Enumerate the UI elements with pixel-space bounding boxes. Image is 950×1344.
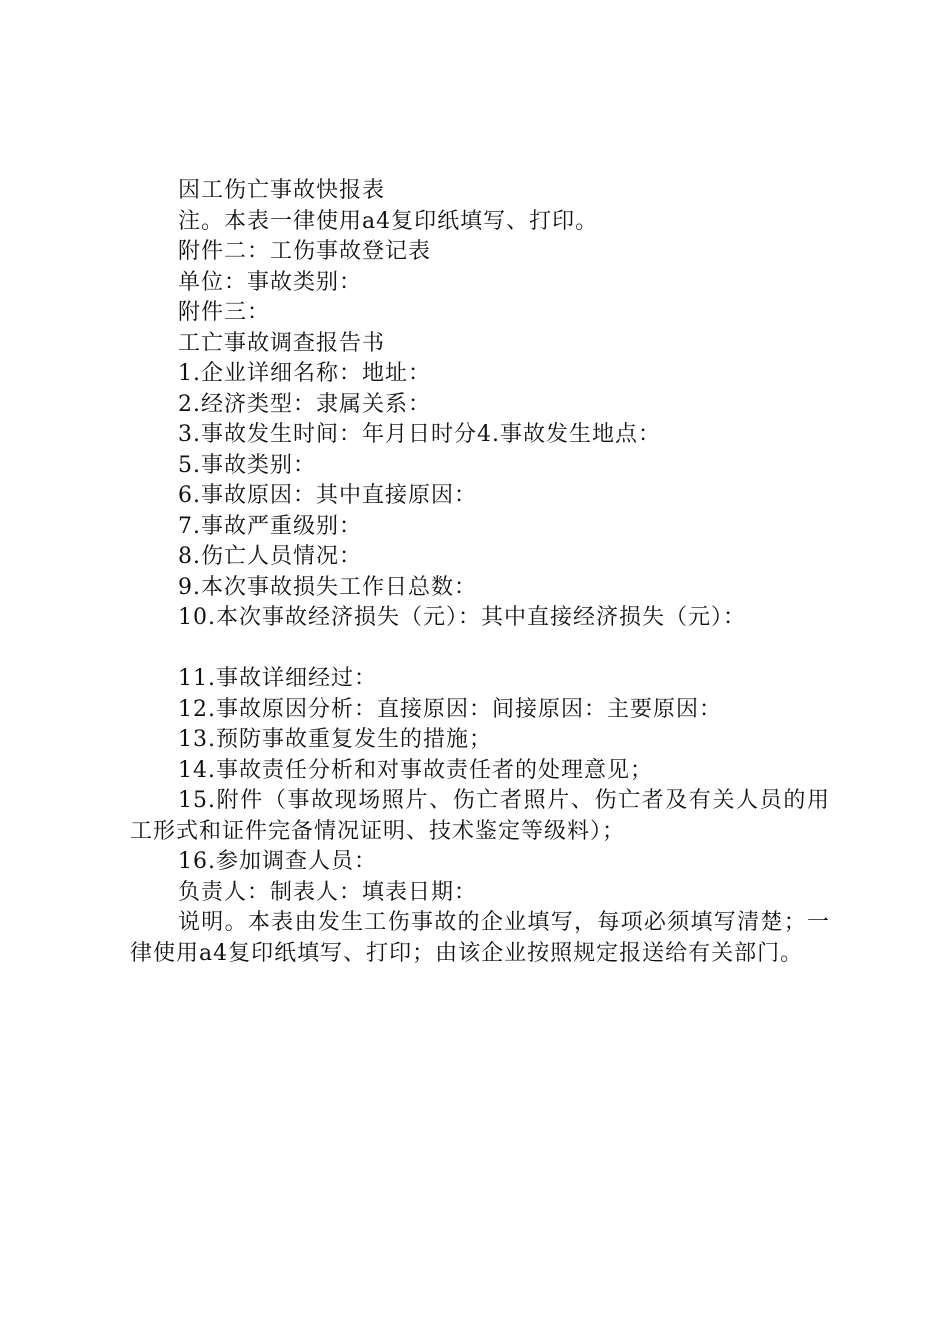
signature-line: 负责人：制表人：填表日期： bbox=[178, 879, 478, 905]
unit-and-category-line: 单位：事故类别： bbox=[178, 269, 363, 295]
item-9-lost-workdays: 9.本次事故损失工作日总数： bbox=[178, 574, 477, 600]
investigation-report-title: 工亡事故调查报告书 bbox=[178, 330, 386, 356]
item-14-responsibility-analysis: 14.事故责任分析和对事故责任者的处理意见； bbox=[178, 757, 653, 783]
item-6-accident-cause: 6.事故原因：其中直接原因： bbox=[178, 483, 477, 508]
attachment-three-heading: 附件三： bbox=[178, 300, 271, 325]
note-line: 注。本表一律使用a4复印纸填写、打印。 bbox=[178, 208, 599, 234]
item-5-accident-category: 5.事故类别： bbox=[178, 452, 316, 478]
form-title-quick-report: 因工伤亡事故快报表 bbox=[178, 178, 386, 203]
item-2-economic-type: 2.经济类型：隶属关系： bbox=[178, 391, 431, 417]
document-body bbox=[130, 176, 830, 969]
item-11-accident-details: 11.事故详细经过： bbox=[178, 666, 377, 691]
item-16-investigators: 16.参加调查人员： bbox=[178, 849, 377, 874]
item-8-casualties: 8.伤亡人员情况： bbox=[178, 544, 362, 569]
item-13-prevention-measures: 13.预防事故重复发生的措施； bbox=[178, 727, 492, 752]
item-12-cause-analysis: 12.事故原因分析：直接原因：间接原因：主要原因： bbox=[178, 696, 722, 722]
item-3-accident-time: 3.事故发生时间：年月日时分4.事故发生地点： bbox=[178, 422, 661, 447]
item-7-severity-level: 7.事故严重级别： bbox=[178, 513, 362, 539]
attachment-two-heading: 附件二：工伤事故登记表 bbox=[178, 239, 432, 264]
item-10-economic-loss: 10.本次事故经济损失（元）：其中直接经济损失（元）： bbox=[178, 605, 746, 630]
blank-line bbox=[130, 634, 830, 665]
item-15-attachments: 15.附件（事故现场照片、伤亡者照片、伤亡者及有关人员的用工形式和证件完备情况证明、技术鉴定等级料）； bbox=[130, 788, 830, 844]
explanation-paragraph: 说明。本表由发生工伤事故的企业填写，每项必须填写清楚；一律使用a4复印纸填写、打印；由该企业按照规定报送给有关部门。 bbox=[130, 910, 830, 966]
item-1-company-name: 1.企业详细名称：地址： bbox=[178, 361, 431, 386]
